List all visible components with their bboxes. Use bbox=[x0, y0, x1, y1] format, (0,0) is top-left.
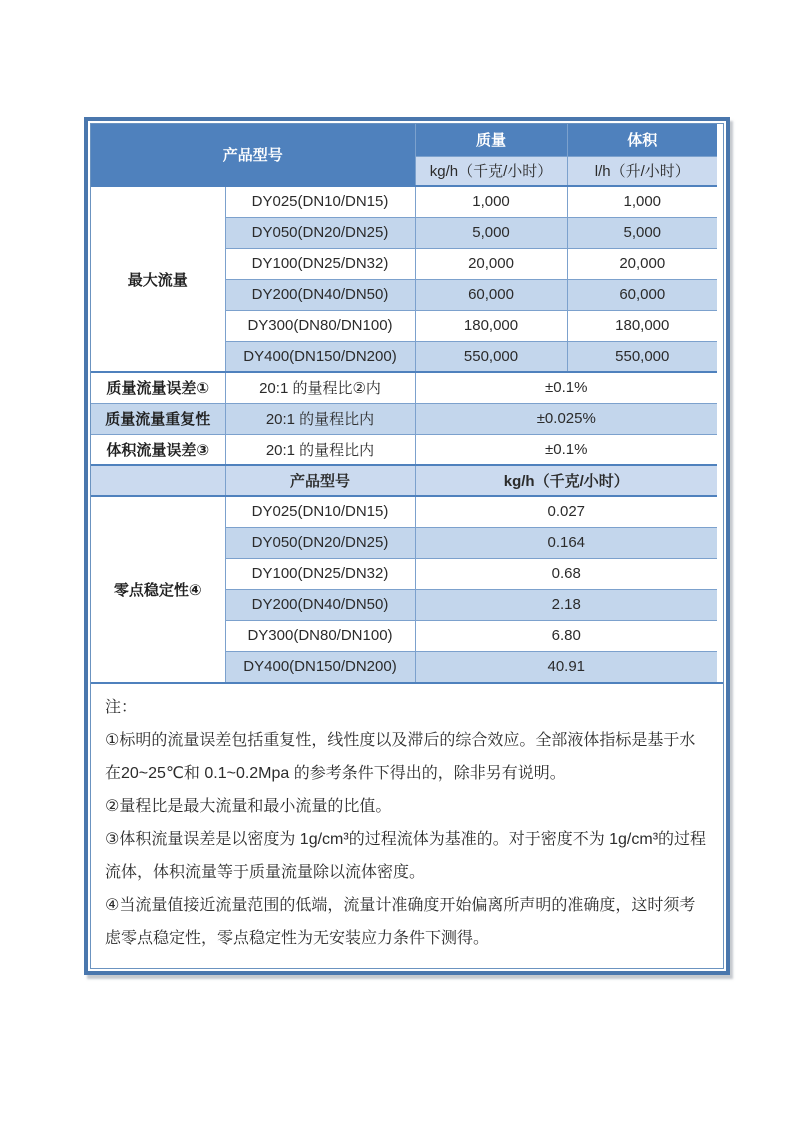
model-cell: DY100(DN25/DN32) bbox=[225, 248, 415, 279]
zero-stability-label: 零点稳定性④ bbox=[91, 496, 225, 682]
notes-section bbox=[91, 682, 723, 955]
mass-value-cell: 180,000 bbox=[415, 310, 567, 341]
notes-title: 注： bbox=[105, 699, 138, 716]
accuracy-label-cell: 质量流量误差① bbox=[91, 372, 225, 403]
volume-value-cell: 60,000 bbox=[567, 279, 717, 310]
zero-value-cell: 40.91 bbox=[415, 651, 717, 682]
model-cell: DY050(DN20/DN25) bbox=[225, 217, 415, 248]
model-cell: DY050(DN20/DN25) bbox=[225, 527, 415, 558]
header-row-top bbox=[91, 124, 717, 156]
model-cell: DY300(DN80/DN100) bbox=[225, 620, 415, 651]
zero-value-cell: 2.18 bbox=[415, 589, 717, 620]
model-cell: DY300(DN80/DN100) bbox=[225, 310, 415, 341]
subheader-row bbox=[91, 465, 717, 496]
zero-value-cell: 6.80 bbox=[415, 620, 717, 651]
volume-value-cell: 5,000 bbox=[567, 217, 717, 248]
model-cell: DY100(DN25/DN32) bbox=[225, 558, 415, 589]
header-volume: 体积 bbox=[567, 124, 717, 156]
model-cell: DY200(DN40/DN50) bbox=[225, 279, 415, 310]
accuracy-label-cell: 质量流量重复性 bbox=[91, 403, 225, 434]
model-cell: DY200(DN40/DN50) bbox=[225, 589, 415, 620]
subheader-empty-cell bbox=[91, 465, 225, 496]
spec-table-panel bbox=[84, 117, 730, 975]
zero-value-cell: 0.164 bbox=[415, 527, 717, 558]
accuracy-label-cell: 体积流量误差③ bbox=[91, 434, 225, 465]
zero-stability-row bbox=[91, 496, 717, 527]
mass-value-cell: 550,000 bbox=[415, 341, 567, 372]
max-flow-label: 最大流量 bbox=[91, 186, 225, 372]
model-cell: DY400(DN150/DN200) bbox=[225, 651, 415, 682]
subheader-product-model: 产品型号 bbox=[225, 465, 415, 496]
note-item-2: ②量程比是最大流量和最小流量的比值。 bbox=[105, 798, 392, 815]
accuracy-row bbox=[91, 372, 717, 403]
volume-value-cell: 20,000 bbox=[567, 248, 717, 279]
spec-table-inner-border bbox=[90, 123, 724, 969]
volume-value-cell: 550,000 bbox=[567, 341, 717, 372]
max-flow-row bbox=[91, 186, 717, 217]
accuracy-value-cell: ±0.1% bbox=[415, 372, 717, 403]
model-cell: DY400(DN150/DN200) bbox=[225, 341, 415, 372]
model-cell: DY025(DN10/DN15) bbox=[225, 496, 415, 527]
spec-table bbox=[91, 124, 717, 682]
accuracy-row bbox=[91, 434, 717, 465]
zero-value-cell: 0.027 bbox=[415, 496, 717, 527]
turndown-cell: 20:1 的量程比内 bbox=[225, 434, 415, 465]
volume-value-cell: 180,000 bbox=[567, 310, 717, 341]
accuracy-row bbox=[91, 403, 717, 434]
zero-value-cell: 0.68 bbox=[415, 558, 717, 589]
model-cell: DY025(DN10/DN15) bbox=[225, 186, 415, 217]
volume-value-cell: 1,000 bbox=[567, 186, 717, 217]
accuracy-value-cell: ±0.1% bbox=[415, 434, 717, 465]
accuracy-value-cell: ±0.025% bbox=[415, 403, 717, 434]
mass-value-cell: 20,000 bbox=[415, 248, 567, 279]
subheader-unit: kg/h（千克/小时） bbox=[415, 465, 717, 496]
note-item-4: ④当流量值接近流量范围的低端，流量计准确度开始偏离所声明的准确度，这时须考虑零点稳定性，零点稳定性为无安装应力条件下测得。 bbox=[105, 897, 696, 947]
header-mass: 质量 bbox=[415, 124, 567, 156]
header-volume-unit: l/h（升/小时） bbox=[567, 156, 717, 186]
turndown-cell: 20:1 的量程比②内 bbox=[225, 372, 415, 403]
turndown-cell: 20:1 的量程比内 bbox=[225, 403, 415, 434]
note-item-3: ③体积流量误差是以密度为 1g/cm³的过程流体为基准的。对于密度不为 1g/cm³的过程流体，体积流量等于质量流量除以流体密度。 bbox=[105, 831, 707, 881]
header-product-model: 产品型号 bbox=[91, 124, 415, 186]
mass-value-cell: 1,000 bbox=[415, 186, 567, 217]
mass-value-cell: 60,000 bbox=[415, 279, 567, 310]
mass-value-cell: 5,000 bbox=[415, 217, 567, 248]
note-item-1: ①标明的流量误差包括重复性，线性度以及滞后的综合效应。全部液体指标是基于水在20~25℃和 0.1~0.2Mpa 的参考条件下得出的，除非另有说明。 bbox=[105, 732, 696, 782]
header-mass-unit: kg/h（千克/小时） bbox=[415, 156, 567, 186]
